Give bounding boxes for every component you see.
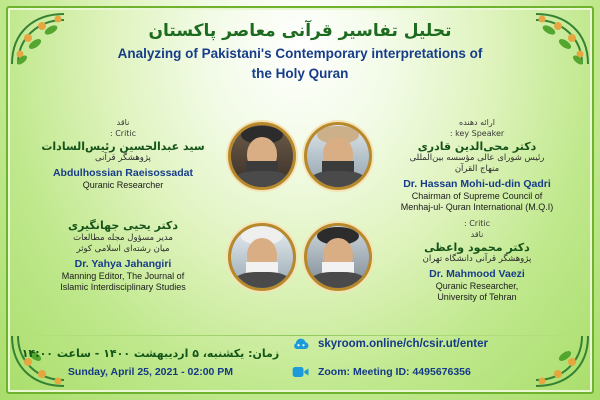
speakers-grid (14, 118, 586, 304)
event-date-arabic: زمان: یکشنبه، ۵ اردیبهشت ۱۴۰۰ - ساعت ۱۴:۰۰ (21, 346, 280, 360)
video-camera-icon (291, 362, 311, 382)
speaker-subtitle-english: Manning Editor, The Journal of Islamic Interdisciplinary Studies (60, 270, 186, 292)
skyroom-cloud-icon (291, 334, 311, 354)
speaker-card (14, 118, 300, 213)
speaker-name-arabic: سید عبدالحسین رئیس‌السادات (41, 139, 205, 153)
portrait-qadri (304, 122, 372, 190)
speaker-subtitle-arabic: رئیس شورای عالی مؤسسه بین‌المللی منهاج القرآن (409, 152, 545, 174)
speaker-name-arabic: دکتر محمود واعظی (424, 240, 530, 254)
skyroom-link-row[interactable] (291, 334, 586, 354)
speaker-name-english: Dr. Mahmood Vaezi (429, 268, 525, 281)
speaker-subtitle-arabic: مدیر مسؤول مجله مطالعات میان رشته‌ای اسلامی کوثر (73, 232, 173, 254)
speaker-card (300, 118, 586, 213)
speaker-name-arabic: دکتر یحیی جهانگیری (68, 219, 178, 233)
speaker-card (300, 219, 586, 303)
speaker-subtitle-arabic: پژوهشگر قرآنی دانشگاه تهران (422, 254, 532, 265)
speaker-name-english: Dr. Hassan Mohi-ud-din Qadri (403, 178, 551, 190)
speaker-role-arabic: ارائه دهنده (459, 118, 495, 127)
event-date-english: Sunday, April 25, 2021 - 02:00 PM (67, 365, 234, 378)
skyroom-link-text: skyroom.online/ch/csir.ut/enter (317, 338, 488, 350)
speaker-role-arabic: ناقد (116, 118, 130, 127)
portrait-abdulhossian (228, 122, 296, 190)
speaker-subtitle-english: Quranic Researcher (82, 179, 164, 190)
title-arabic: تحلیل تفاسیر قرآنی معاصر پاکستان (148, 21, 452, 41)
poster-footer (0, 334, 600, 390)
zoom-row[interactable] (291, 362, 586, 382)
speaker-role-arabic: ناقد (470, 230, 484, 240)
title-english-line1: Analyzing of Pakistani's Contemporary interpretations of (117, 45, 483, 61)
event-datetime-block (0, 347, 291, 378)
speaker-name-arabic: دکتر محی‌الدین قادری (417, 139, 537, 153)
title-english-line2: the Holy Quran (251, 66, 349, 82)
zoom-meeting-text: Zoom: Meeting ID: 4495676356 (317, 366, 471, 378)
speaker-role-english: Critic : (463, 219, 491, 229)
speaker-subtitle-english: Quranic Researcher, University of Tehran (435, 281, 519, 303)
speaker-role-english: Critic : (109, 128, 137, 138)
speaker-subtitle-english: Chairman of Supreme Council of Menhaj-ul- Quran International (M.Q.I) (400, 190, 554, 213)
speaker-name-english: Abdulhossian Raeisossadat (52, 166, 194, 179)
speaker-subtitle-arabic: پژوهشگر قرآنی (95, 152, 151, 163)
poster-header (0, 14, 600, 83)
speaker-card (14, 219, 300, 303)
speaker-name-english: Dr. Yahya Jahangiri (74, 257, 172, 270)
speaker-role-english: key Speaker : (449, 128, 505, 138)
portrait-jahangiri (228, 223, 296, 291)
join-links-block (291, 334, 600, 390)
portrait-vaezi (304, 223, 372, 291)
